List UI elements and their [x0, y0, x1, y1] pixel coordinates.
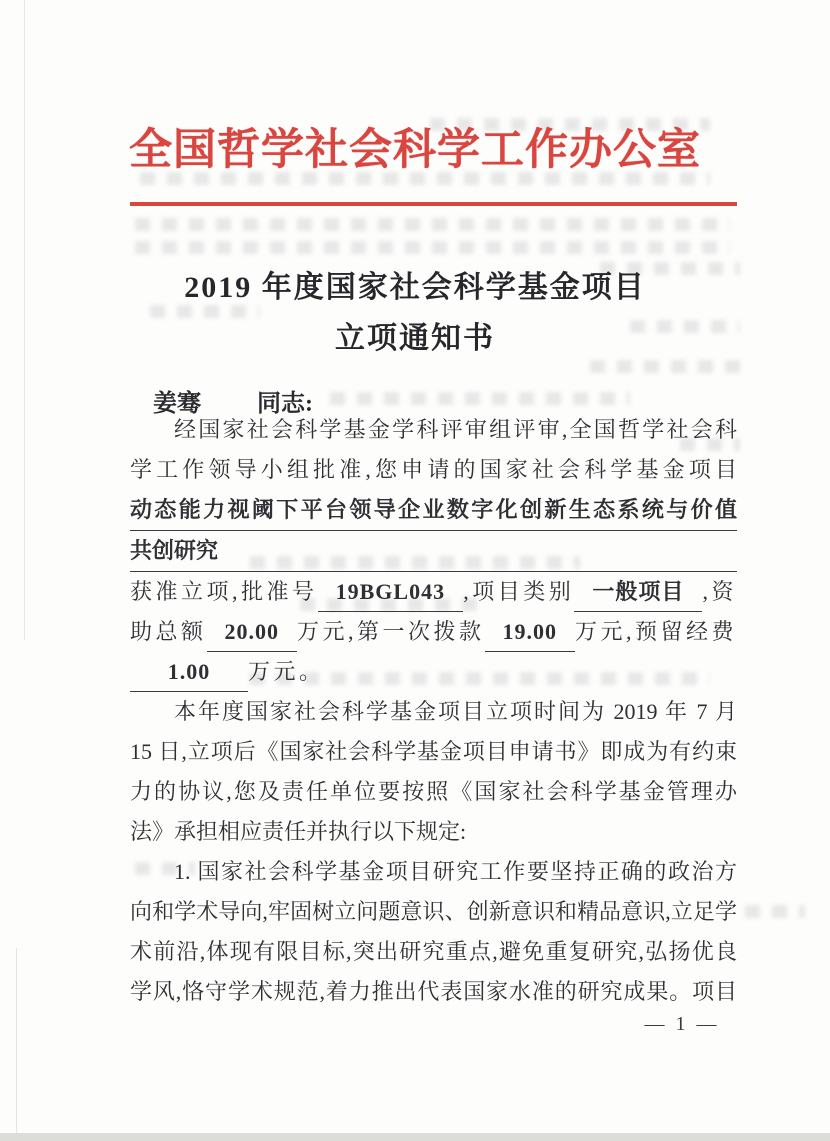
- rule1-line2: 向和学术导向,牢固树立问题意识、创新意识和精品意识,立足学: [130, 899, 737, 924]
- scan-bottom-edge: [0, 1133, 830, 1141]
- recipient-name: 姜骞: [153, 391, 201, 417]
- page-number: — 1 —: [644, 1013, 720, 1035]
- approval-text-reserved: 万元,预留经费: [575, 619, 737, 644]
- approval-line1: [130, 572, 737, 612]
- project-category-value: 一般项目: [592, 579, 685, 604]
- approval-number-value: 19BGL043: [335, 579, 446, 604]
- bleedthrough-mark: [135, 241, 730, 254]
- project-category-field: [574, 572, 702, 612]
- approval-number-field: [318, 572, 464, 612]
- terms-line3: 力的协议,您及责任单位要按照《国家社会科学基金管理办: [130, 779, 737, 804]
- approval-text-unit-end: 万元。: [248, 659, 325, 684]
- approval-line2: [130, 612, 737, 652]
- doc-title-line1: 2019 年度国家社会科学基金项目: [184, 271, 646, 304]
- first-payment-value: 19.00: [502, 619, 557, 644]
- approval-text-funding-intro: ,资: [702, 579, 737, 604]
- reserved-amount-value: 1.00: [167, 659, 211, 684]
- total-amount-value: 20.00: [224, 619, 279, 644]
- doc-title-line2: 立项通知书: [335, 322, 495, 355]
- reserved-amount-field: [130, 652, 248, 692]
- total-amount-field: [207, 612, 297, 652]
- letterhead-office-title: 全国哲学社会科学工作办公室: [129, 127, 701, 174]
- terms-line4: 法》承担相应责任并执行以下规定:: [130, 819, 467, 844]
- project-title-line1: 动态能力视阈下平台领导企业数字化创新生态系统与价值: [130, 490, 737, 531]
- approval-text-category: ,项目类别: [463, 579, 575, 604]
- terms-line2: 15 日,立项后《国家社会科学基金项目申请书》即成为有约束: [130, 739, 737, 764]
- approval-text-total: 助总额: [130, 619, 207, 644]
- letterhead-rule: [130, 202, 737, 206]
- bleedthrough-mark: [745, 905, 805, 918]
- approval-line3: [130, 652, 737, 692]
- salutation-honorific: 同志:: [257, 391, 313, 417]
- project-title-line2: 共创研究: [130, 531, 737, 572]
- scan-left-edge: [16, 948, 17, 1133]
- intro-line1: 经国家社会科学基金学科评审组评审,全国哲学社会科: [174, 417, 737, 442]
- first-payment-field: [485, 612, 575, 652]
- bleedthrough-mark: [135, 218, 730, 231]
- terms-line1: 本年度国家社会科学基金项目立项时间为 2019 年 7 月: [174, 699, 737, 724]
- approval-text-first-payment: 万元,第一次拨款: [297, 619, 485, 644]
- intro-line2: 学工作领导小组批准,您申请的国家社会科学基金项目: [130, 457, 737, 482]
- approval-text-approved: 获准立项,批准号: [130, 579, 318, 604]
- bleedthrough-mark: [590, 360, 740, 373]
- rule1-line1: 1. 国家社会科学基金项目研究工作要坚持正确的政治方: [174, 859, 737, 884]
- rule1-line4: 学风,恪守学术规范,着力推出代表国家水准的研究成果。项目: [130, 979, 737, 1004]
- rule1-line3: 术前沿,体现有限目标,突出研究重点,避免重复研究,弘扬优良: [130, 939, 737, 964]
- letter-body: [130, 410, 737, 1012]
- bleedthrough-mark: [330, 392, 630, 405]
